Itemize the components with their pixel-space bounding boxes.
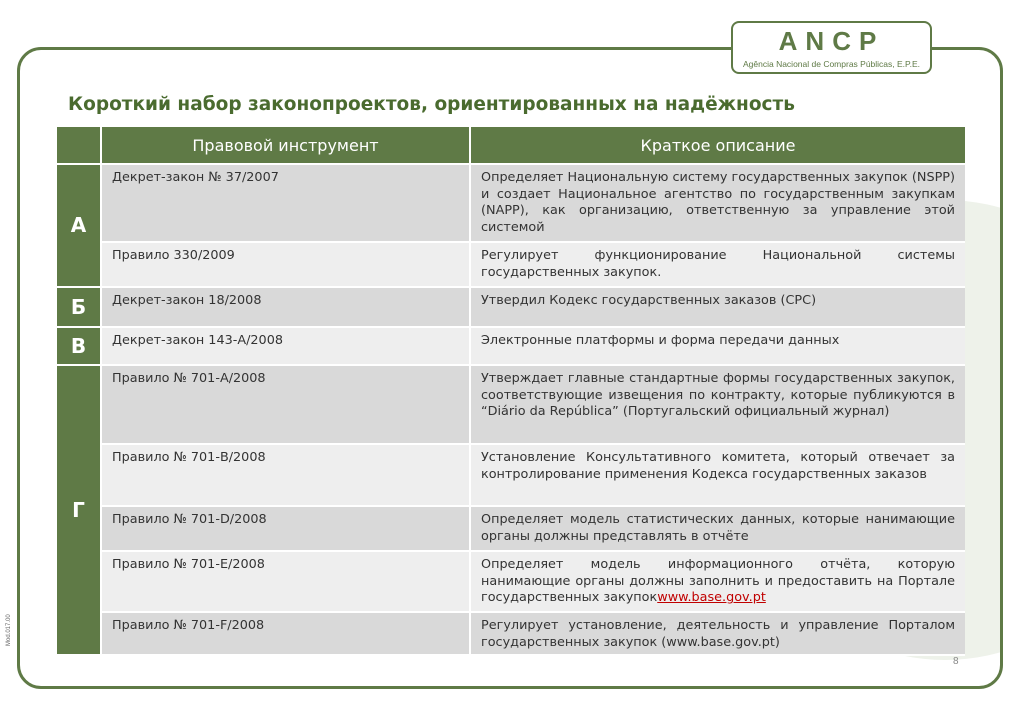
page-number: 8 [953,656,959,667]
ancp-logo [731,21,932,74]
base-gov-link[interactable]: www.base.gov.pt [657,590,766,606]
header-description: Краткое описание [471,127,965,165]
group-label-a: А [57,165,102,288]
table-row [57,366,965,445]
instrument-description: Утвердил Кодекс государственных заказов (CPC) [471,288,965,328]
table-row [57,243,965,288]
instrument-description: Утверждает главные стандартные формы государственных закупок, соответствующие извещения по контракту, которые публикуются в “Diário da República” (Португальский официальный журнал) [471,366,965,445]
group-label-v: В [57,328,102,366]
instrument-description [471,552,965,613]
table-row [57,507,965,552]
table-row [57,552,965,613]
group-label-b: Б [57,288,102,328]
header-instrument: Правовой инструмент [102,127,471,165]
group-label-g: Г [57,366,102,656]
instrument-name: Декрет-закон 143-A/2008 [102,328,471,366]
instrument-name: Правило № 701-A/2008 [102,366,471,445]
page-title: Короткий набор законопроектов, ориентированных на надёжность [68,94,795,115]
instrument-name: Правило 330/2009 [102,243,471,288]
instrument-description: Электронные платформы и форма передачи данных [471,328,965,366]
logo-mark: ANCP [778,26,885,56]
table-row [57,328,965,366]
table-row [57,613,965,656]
instrument-description: Установление Консультативного комитета, который отвечает за контролирование применения Кодекса государственных заказов [471,445,965,507]
instrument-name: Правило № 701-F/2008 [102,613,471,656]
instrument-name: Декрет-закон 18/2008 [102,288,471,328]
mod-label: Mod.017.00 [6,614,12,646]
instrument-name: Правило № 701-D/2008 [102,507,471,552]
description-text: Определяет модель информационного отчёта, которую нанимающие органы должны заполнить и предоставить на Портале государственных закупок [481,557,955,606]
table-row [57,288,965,328]
instrument-description: Регулирует установление, деятельность и управление Порталом государственных закупок (www.base.gov.pt) [471,613,965,656]
table-row [57,445,965,507]
instrument-description: Определяет модель статистических данных, которые нанимающие органы должны представлять в отчёте [471,507,965,552]
logo-subtitle: Agência Nacional de Compras Públicas, E.P.E. [742,59,921,69]
instrument-name: Правило № 701-B/2008 [102,445,471,507]
instrument-description: Определяет Национальную систему государственных закупок (NSPP) и создает Национальное агентство по государственным закупкам (NAPP), как организацию, ответственную за управление этой системой [471,165,965,243]
table-header-row [57,127,965,165]
legislation-table [57,127,965,656]
header-group [57,127,102,165]
instrument-name: Декрет-закон № 37/2007 [102,165,471,243]
instrument-description: Регулирует функционирование Национальной системы государственных закупок. [471,243,965,288]
table-row [57,165,965,243]
instrument-name: Правило № 701-E/2008 [102,552,471,613]
